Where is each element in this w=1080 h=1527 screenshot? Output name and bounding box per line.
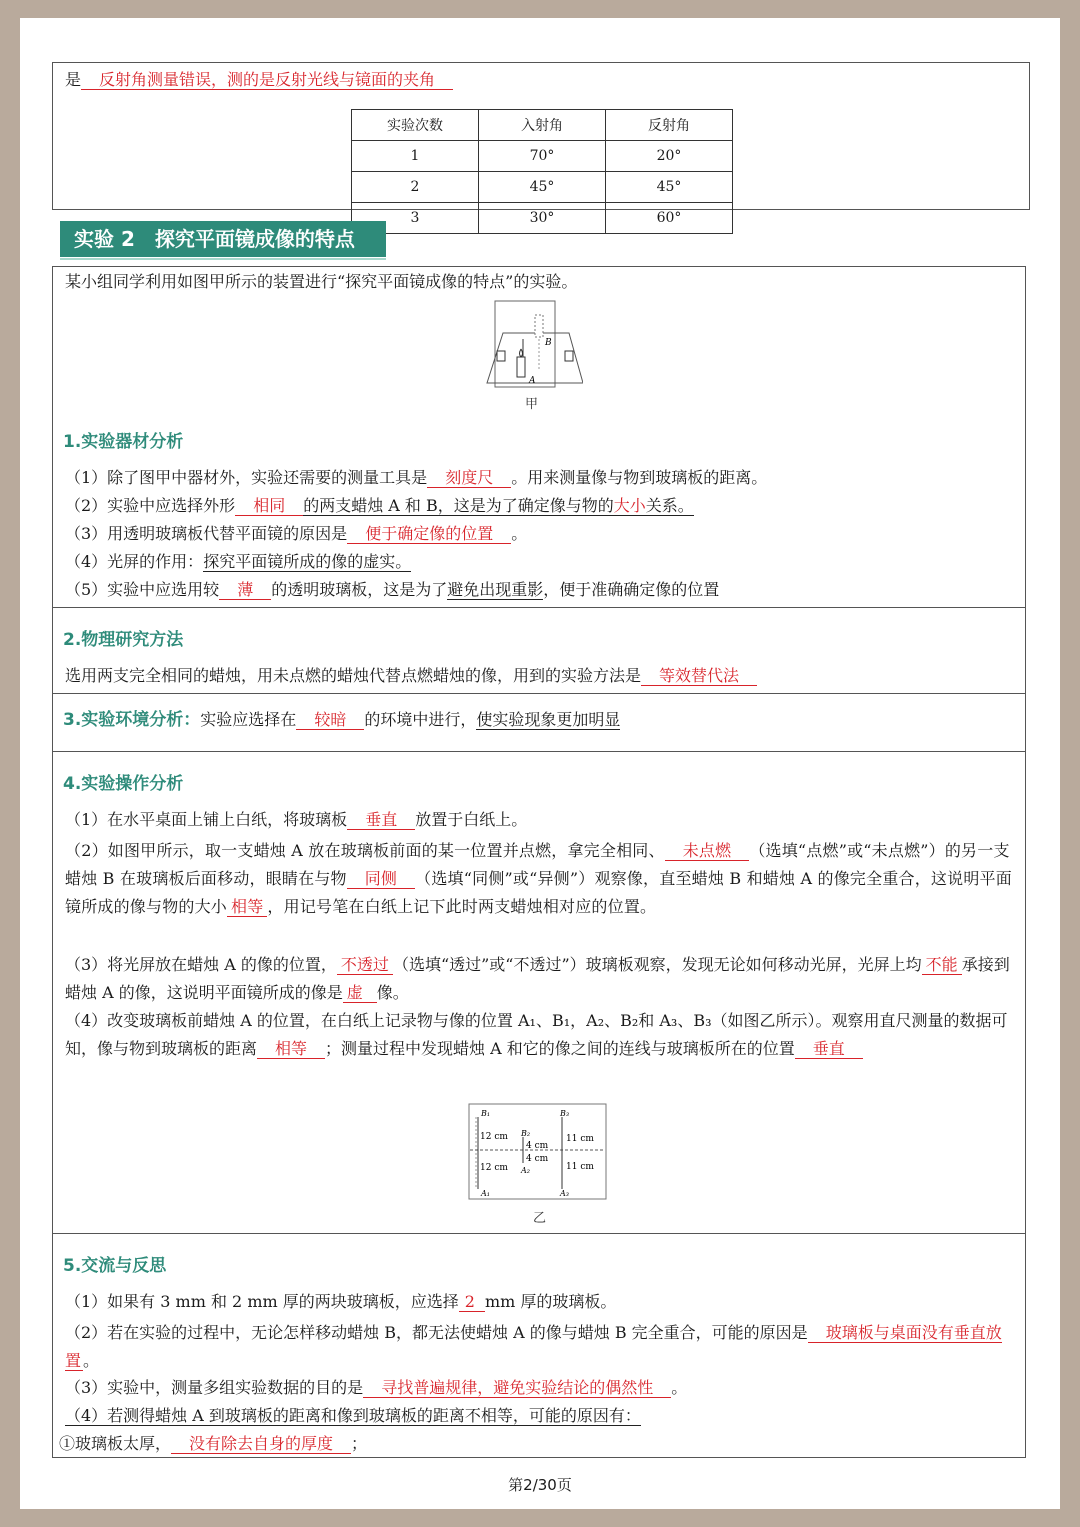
- label-a1: A₁: [481, 1189, 490, 1198]
- answer-thickness: 没有除去自身的厚度: [171, 1434, 351, 1454]
- figure-jia: [483, 299, 583, 395]
- table-row: [352, 141, 733, 172]
- top-answer-line: [65, 69, 453, 91]
- answer-not-through: 不透过: [337, 955, 393, 975]
- q2-line: （2）实验中应选择外形 相同 的两支蜡烛 A 和 B，这是为了确定像与物的大小关系。: [65, 496, 694, 515]
- candle-setup-diagram: [483, 299, 583, 395]
- fig-label-b: B: [545, 338, 552, 348]
- answer-substitution: 等效替代法: [641, 666, 757, 686]
- r4-line: （4）若测得蜡烛 A 到玻璃板的距离和像到玻璃板的距离不相等，可能的原因有：: [65, 1406, 641, 1425]
- answer-unlit: 未点燃: [665, 841, 750, 861]
- label-a2: A₂: [521, 1166, 530, 1175]
- answer-thin: 薄: [219, 580, 271, 600]
- answer-position: 便于确定像的位置: [347, 524, 511, 544]
- q4-line: （4）光屏的作用：探究平面镜所成的像的虚实。: [65, 552, 412, 571]
- table-cell: 45°: [479, 172, 606, 203]
- q1-line: （1）除了图甲中器材外，实验还需要的测量工具是 刻度尺 。用来测量像与物到玻璃板的距离。: [65, 468, 768, 487]
- answer-virtual: 虚: [343, 983, 377, 1003]
- q3-line: （3）用透明玻璃板代替平面镜的原因是 便于确定像的位置 。: [65, 524, 528, 543]
- answer-perpendicular: 垂直: [795, 1039, 863, 1059]
- dist-11cm-top: 11 cm: [566, 1134, 594, 1144]
- fig-label-a: A: [529, 376, 536, 386]
- table-cell: 45°: [606, 172, 733, 203]
- table-header-row: [352, 110, 733, 141]
- q5-line: （5）实验中应选用较 薄 的透明玻璃板，这是为了避免出现重影，便于准确确定像的位置: [65, 580, 720, 599]
- p4-paragraph: （4）改变玻璃板前蜡烛 A 的位置，在白纸上记录物与像的位置 A₁、B₁，A₂、B₂和 A₃、B₃（如图乙所示）。观察用直尺测量的数据可知，像与物到玻璃板的距离 相等 ；测量过程中发现蜡烛 A 和它的像之间的连线与玻璃板所在的位置 垂直: [65, 1011, 1008, 1058]
- figure-caption-yi: 乙: [533, 1211, 547, 1226]
- table-row: [352, 172, 733, 203]
- answer-2mm: 2: [459, 1292, 485, 1312]
- heading-method: 2.物理研究方法: [63, 630, 184, 650]
- table-cell: 70°: [479, 141, 606, 172]
- r2-paragraph: （2）若在实验的过程中，无论怎样移动蜡烛 B，都无法使蜡烛 A 的像与蜡烛 B 完全重合，可能的原因是 玻璃板与桌面没有垂直放置 。: [65, 1323, 1002, 1370]
- label-b1: B₁: [481, 1109, 491, 1118]
- page-number: 第2/30页: [508, 1476, 572, 1494]
- answer-same: 相同: [235, 496, 303, 516]
- p3-paragraph: （3）将光屏放在蜡烛 A 的像的位置， 不透过 （选填“透过”或“不透过”）玻璃板观察，发现无论如何移动光屏，光屏上均 不能 承接到蜡烛 A 的像，这说明平面镜所成的像是 虚 像。: [65, 955, 1010, 1002]
- table-cell: 30°: [479, 203, 606, 234]
- answer-vertical: 垂直: [347, 810, 415, 830]
- label-b2: B₂: [521, 1129, 531, 1138]
- dist-4cm-top: 4 cm: [526, 1141, 549, 1151]
- r1-line: （1）如果有 3 mm 和 2 mm 厚的两块玻璃板，应选择 2 mm 厚的玻璃板。: [65, 1292, 617, 1311]
- label-b3: B₃: [560, 1109, 570, 1118]
- dist-12cm-bottom: 12 cm: [480, 1163, 508, 1173]
- figure-yi: [468, 1103, 608, 1201]
- method-line: 选用两支完全相同的蜡烛，用未点燃的蜡烛代替点燃蜡烛的像，用到的实验方法是 等效替代法: [65, 665, 757, 687]
- answer-cannot: 不能: [922, 955, 962, 975]
- answer-size: 大小: [613, 496, 646, 515]
- heading-reflection: 5.交流与反思: [63, 1256, 167, 1276]
- page: [20, 18, 1060, 1509]
- table-cell: 1: [352, 141, 479, 172]
- figure-caption-jia: 甲: [525, 397, 539, 412]
- table-cell: 60°: [606, 203, 733, 234]
- heading-environment: 3.实验环境分析：: [63, 710, 201, 730]
- section-title: 实验 2 探究平面镜成像的特点: [60, 221, 386, 257]
- label-a3: A₃: [560, 1189, 569, 1198]
- dist-12cm-top: 12 cm: [480, 1132, 508, 1142]
- table-cell: 2: [352, 172, 479, 203]
- answer-same-side: 同侧: [347, 869, 415, 889]
- p2-paragraph: （2）如图甲所示，取一支蜡烛 A 放在玻璃板前面的某一位置并点燃，拿完全相同、 未点燃 （选填“点燃”或“未点燃”）的另一支蜡烛 B 在玻璃板后面移动，眼睛在与物 同侧 （选填“同侧”或“异侧”）观察像，直至蜡烛 B 和蜡烛 A 的像完全重合，这说明平面镜所成的像与物的大小 相等 ，用记号笔在白纸上记下此时两支蜡烛相对应的位置。: [65, 841, 1012, 916]
- answer-equal: 相等: [227, 897, 267, 917]
- dist-11cm-bottom: 11 cm: [566, 1162, 594, 1172]
- answer-not-vertical: 玻璃板与桌面没有垂直放置: [65, 1323, 1002, 1370]
- heading-equipment: 1.实验器材分析: [63, 432, 184, 452]
- answer-ruler: 刻度尺: [427, 468, 511, 488]
- answer-general-rule: 寻找普遍规律，避免实验结论的偶然性: [363, 1378, 671, 1398]
- p1-line: （1）在水平桌面上铺上白纸，将玻璃板 垂直 放置于白纸上。: [65, 810, 528, 829]
- table-header: 实验次数: [352, 110, 479, 141]
- prefix-text: 是: [65, 70, 82, 89]
- answer-reflection-error: 反射角测量错误，测的是反射光线与镜面的夹角: [81, 70, 453, 90]
- table-cell: 20°: [606, 141, 733, 172]
- intro-text: 某小组同学利用如图甲所示的装置进行“探究平面镜成像的特点”的实验。: [65, 272, 578, 291]
- angle-table: [351, 109, 733, 234]
- table-header: 入射角: [479, 110, 606, 141]
- table-row: [352, 203, 733, 234]
- answer-dark: 较暗: [296, 710, 364, 730]
- r3-line: （3）实验中，测量多组实验数据的目的是 寻找普遍规律，避免实验结论的偶然性 。: [65, 1378, 688, 1397]
- distance-diagram: [468, 1103, 608, 1201]
- main-box: [52, 266, 1026, 1458]
- answer-equal-distance: 相等: [257, 1039, 325, 1059]
- dist-4cm-bottom: 4 cm: [526, 1154, 549, 1164]
- table-header: 反射角: [606, 110, 733, 141]
- r5-line: ①玻璃板太厚， 没有除去自身的厚度 ；: [59, 1434, 368, 1453]
- table-cell: 3: [352, 203, 479, 234]
- top-box: [52, 62, 1030, 226]
- heading-operation: 4.实验操作分析: [63, 774, 184, 794]
- environment-line: 3.实验环境分析：实验应选择在 较暗 的环境中进行，使实验现象更加明显: [63, 710, 621, 730]
